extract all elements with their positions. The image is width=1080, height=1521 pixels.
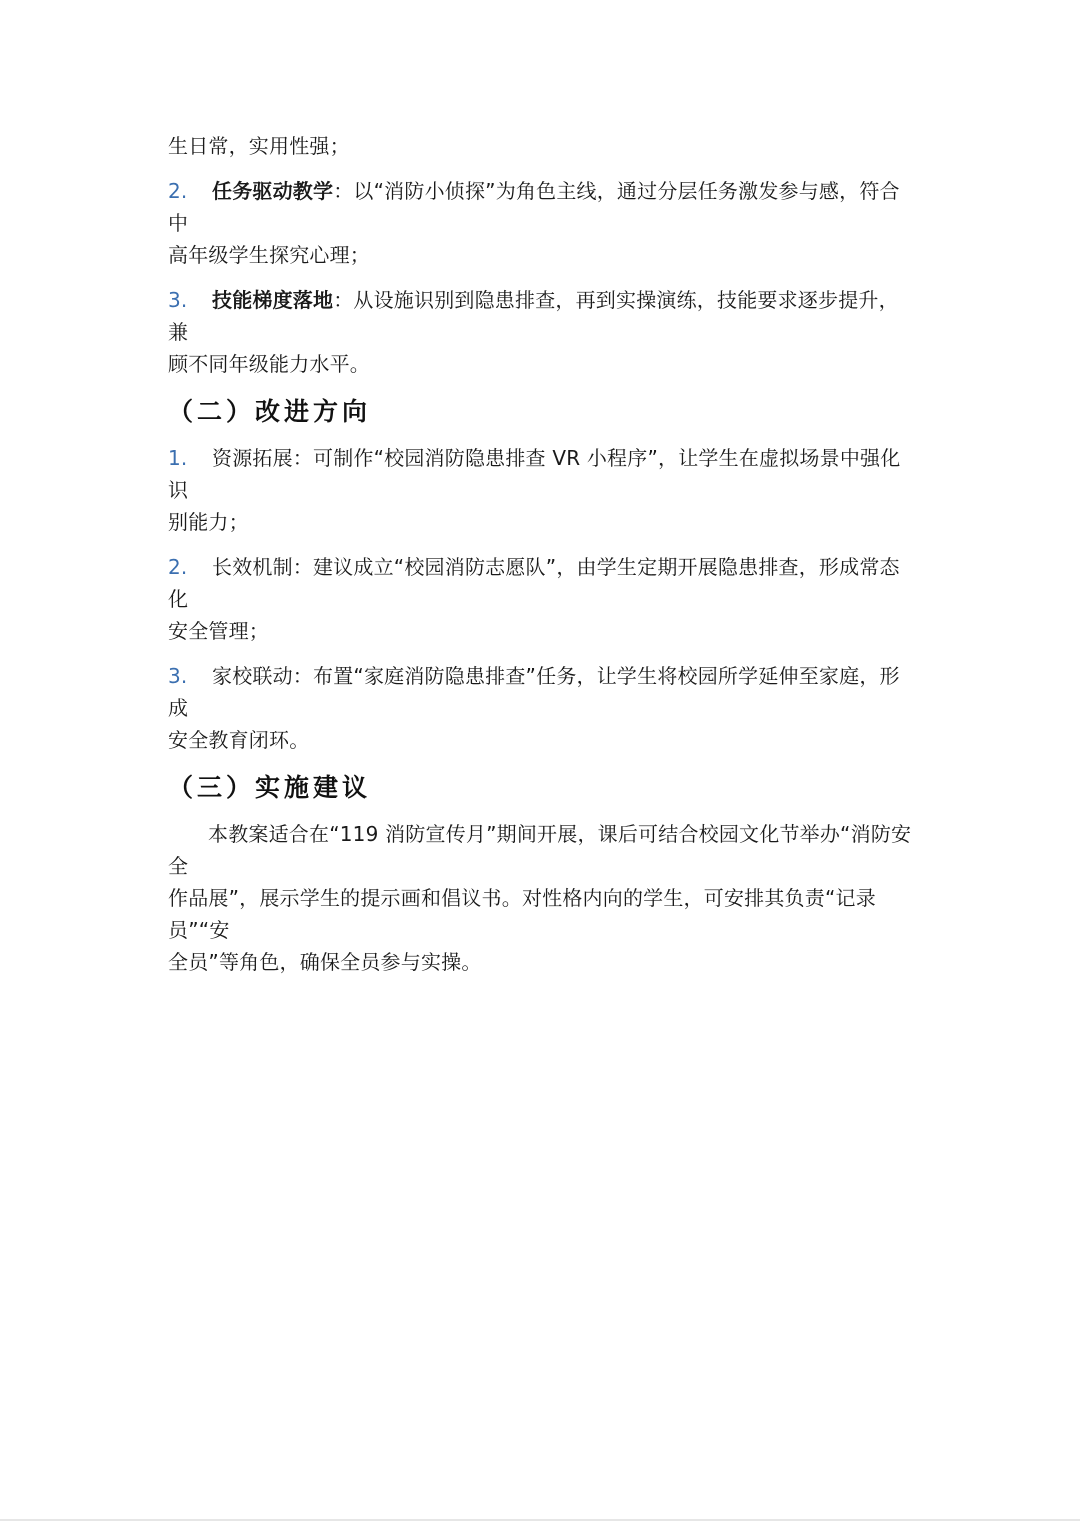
item-text-continuation: 别能力；: [168, 510, 249, 534]
item-text: ：以“消防小侦探”为角色主线，通过分层任务激发参与感，符合中: [168, 179, 900, 235]
list-number: 1.: [168, 446, 188, 470]
list-number: 2.: [168, 179, 188, 203]
paragraph-line: 全员”等角色，确保全员参与实操。: [168, 950, 482, 974]
item-bold-title: 任务驱动教学: [212, 179, 334, 203]
list-item: [168, 284, 913, 380]
item-text-continuation: 安全管理；: [168, 619, 269, 643]
item-text-continuation: 安全教育闭环。: [168, 728, 310, 752]
item-text: ：从设施识别到隐患排查，再到实操演练，技能要求逐步提升，兼: [168, 288, 899, 344]
continuation-line: 生日常，实用性强；: [168, 134, 350, 158]
section-heading-implementation: （三）实施建议: [168, 773, 372, 802]
item-text: 长效机制：建议成立“校园消防志愿队”，由学生定期开展隐患排查，形成常态化: [168, 555, 900, 611]
list-number: 3.: [168, 288, 188, 312]
paragraph-line: 本教案适合在“119 消防宣传月”期间开展，课后可结合校园文化节举办“消防安全: [168, 822, 912, 878]
item-text: 家校联动：布置“家庭消防隐患排查”任务，让学生将校园所学延伸至家庭，形成: [168, 664, 900, 720]
list-number: 2.: [168, 555, 188, 579]
item-text-continuation: 顾不同年级能力水平。: [168, 352, 370, 376]
list-number: 3.: [168, 664, 188, 688]
paragraph-line: 作品展”，展示学生的提示画和倡议书。对性格内向的学生，可安排其负责“记录员”“安: [168, 886, 876, 942]
list-item: [168, 551, 913, 647]
page-content: [168, 130, 913, 978]
body-paragraph: [168, 818, 913, 978]
section-heading-improvement: （二）改进方向: [168, 397, 372, 426]
list-item: [168, 660, 913, 756]
list-item: [168, 442, 913, 538]
item-bold-title: 技能梯度落地: [212, 288, 334, 312]
item-text: 资源拓展：可制作“校园消防隐患排查 VR 小程序”，让学生在虚拟场景中强化识: [168, 446, 901, 502]
list-item: [168, 175, 913, 271]
item-text-continuation: 高年级学生探究心理；: [168, 243, 370, 267]
